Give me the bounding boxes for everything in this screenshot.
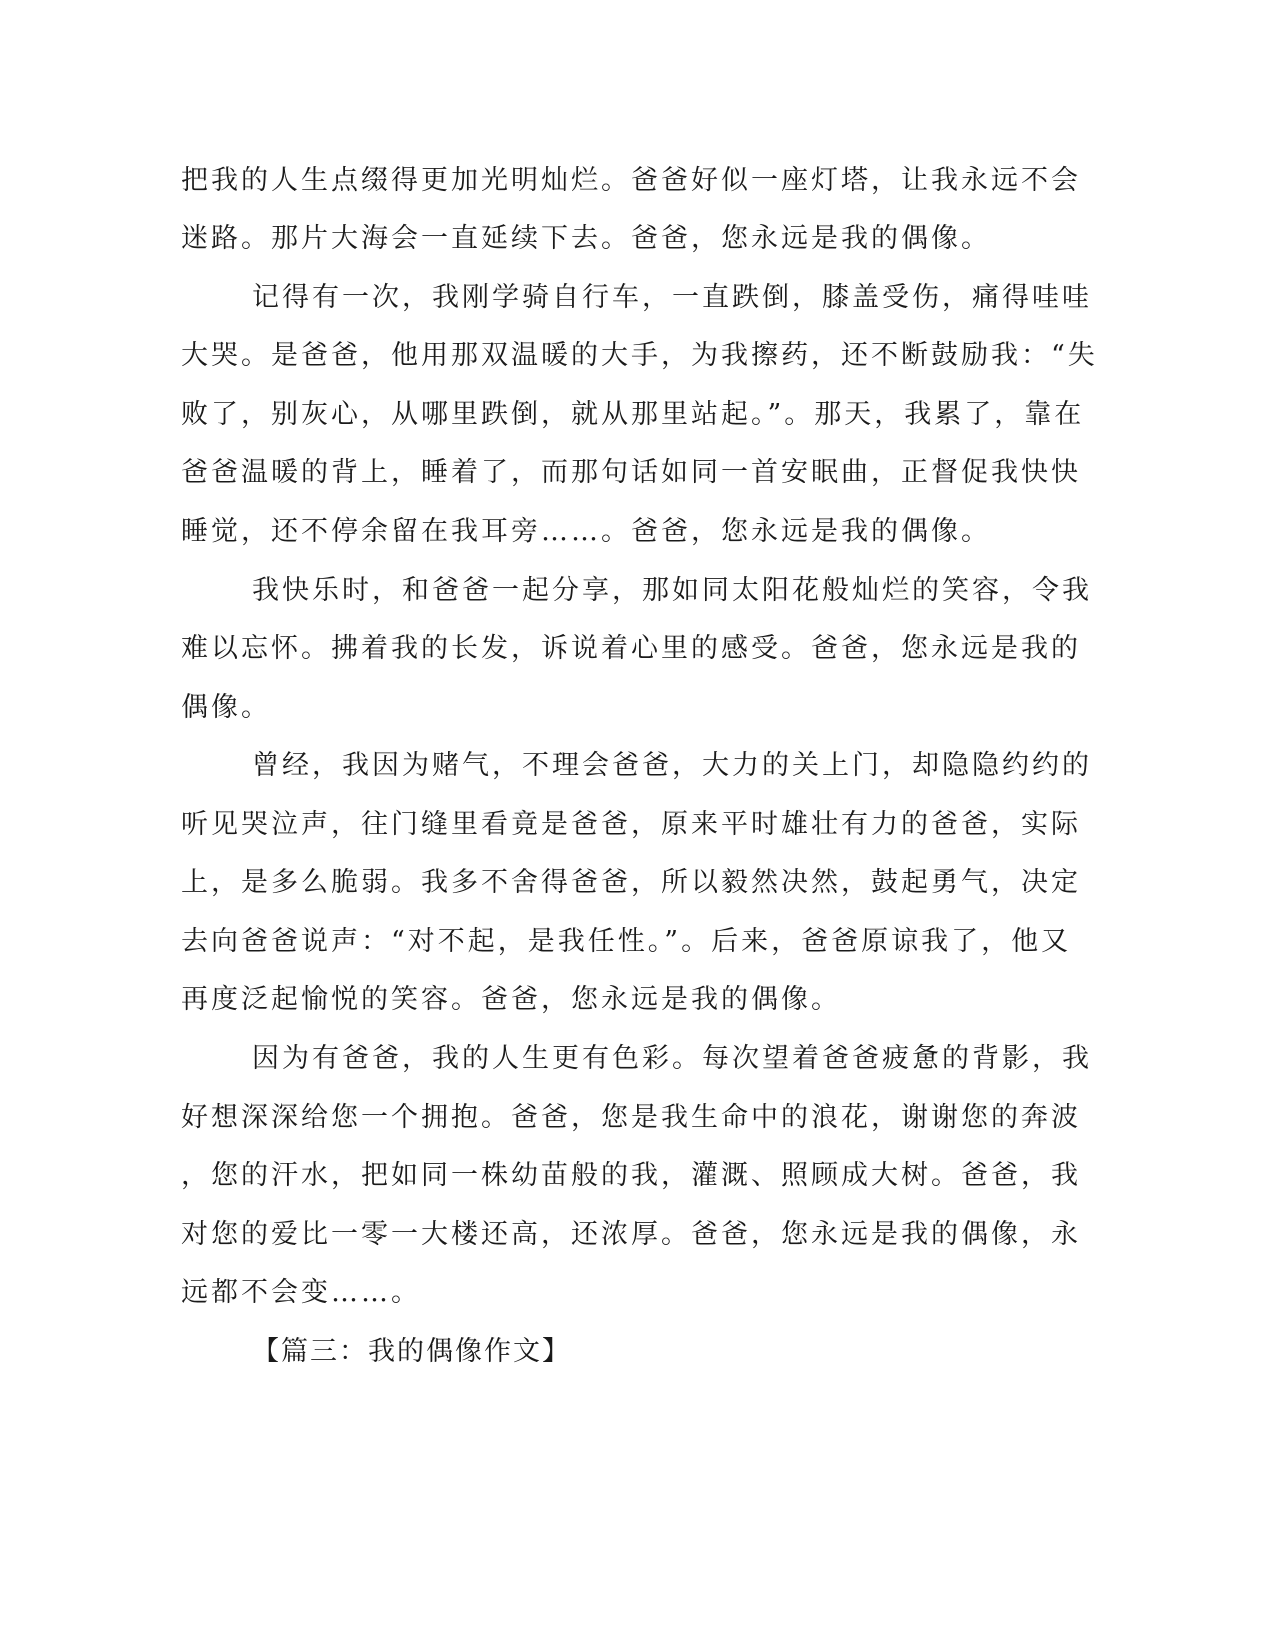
text-line: 偶像。: [181, 692, 271, 723]
text-line: 把我的人生点缀得更加光明灿烂。爸爸好似一座灯塔，让我永远不会: [181, 165, 1081, 196]
text-line: 远都不会变……。: [181, 1277, 421, 1308]
paragraph-first-line: 因为有爸爸，我的人生更有色彩。每次望着爸爸疲惫的背影，我: [252, 1043, 1092, 1074]
text-line: 爸爸温暖的背上，睡着了，而那句话如同一首安眠曲，正督促我快快: [181, 457, 1081, 488]
text-line: 去向爸爸说声：“对不起，是我任性。”。后来，爸爸原谅我了，他又: [181, 926, 1072, 957]
paragraph-first-line: 我快乐时，和爸爸一起分享，那如同太阳花般灿烂的笑容，令我: [252, 575, 1092, 606]
text-line: ，您的汗水，把如同一株幼苗般的我，灌溉、照顾成大树。爸爸，我: [181, 1160, 1081, 1191]
section-heading: 【篇三：我的偶像作文】: [252, 1336, 571, 1367]
paragraph-first-line: 曾经，我因为赌气，不理会爸爸，大力的关上门，却隐隐约约的: [252, 750, 1092, 781]
text-line: 迷路。那片大海会一直延续下去。爸爸，您永远是我的偶像。: [181, 223, 991, 254]
text-line: 好想深深给您一个拥抱。爸爸，您是我生命中的浪花，谢谢您的奔波: [181, 1102, 1081, 1133]
text-line: 睡觉，还不停余留在我耳旁……。爸爸，您永远是我的偶像。: [181, 516, 991, 547]
text-line: 上，是多么脆弱。我多不舍得爸爸，所以毅然决然，鼓起勇气，决定: [181, 867, 1081, 898]
paragraph-first-line: 记得有一次，我刚学骑自行车，一直跌倒，膝盖受伤，痛得哇哇: [252, 282, 1092, 313]
text-line: 对您的爱比一零一大楼还高，还浓厚。爸爸，您永远是我的偶像，永: [181, 1219, 1081, 1250]
text-line: 大哭。是爸爸，他用那双温暖的大手，为我擦药，还不断鼓励我：“失: [181, 340, 1098, 371]
text-line: 再度泛起愉悦的笑容。爸爸，您永远是我的偶像。: [181, 984, 841, 1015]
text-line: 败了，别灰心，从哪里跌倒，就从那里站起。”。那天，我累了，靠在: [181, 399, 1085, 430]
text-line: 难以忘怀。拂着我的长发，诉说着心里的感受。爸爸，您永远是我的: [181, 633, 1081, 664]
text-line: 听见哭泣声，往门缝里看竟是爸爸，原来平时雄壮有力的爸爸，实际: [181, 809, 1081, 840]
